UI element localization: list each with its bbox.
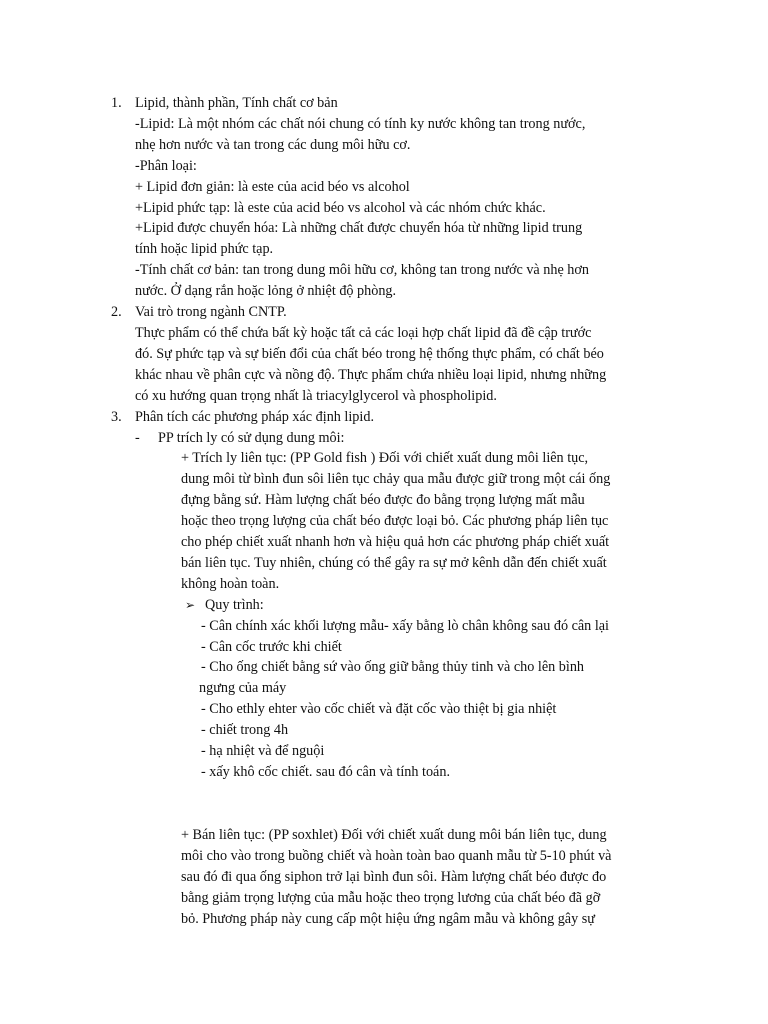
step-continuation: ngưng của máy (199, 680, 287, 697)
procedure-title: Quy trình: (205, 596, 264, 613)
procedure-steps (111, 616, 711, 783)
section-number: 2. (111, 304, 122, 321)
text-line: khác nhau về phân cực và nồng độ. Thực phẩm chứa nhiều loại lipid, nhưng những (135, 366, 607, 383)
text-line: bằng giảm trọng lượng của mẫu hoặc theo trọng lương của chất béo đã gỡ (181, 889, 601, 906)
text-line: môi cho vào trong buồng chiết và hoàn toàn bao quanh mẫu từ 5-10 phút và (181, 847, 612, 864)
section-3 (111, 407, 711, 428)
text-line: Thực phẩm có thể chứa bất kỳ hoặc tất cả các loại hợp chất lipid đã đề cập trước (135, 324, 592, 341)
section-body (135, 302, 711, 407)
text-line: không hoàn toàn. (181, 575, 280, 592)
section-title: Phân tích các phương pháp xác định lipid. (135, 408, 374, 425)
text-line: có xu hướng quan trọng nhất là triacylglycerol và phospholipid. (135, 387, 497, 404)
procedure (181, 595, 711, 616)
text-line: -Phân loại: (135, 157, 197, 174)
step: - hạ nhiệt và để nguội (201, 743, 325, 760)
text-line: cho phép chiết xuất nhanh hơn và hiệu quả hơn các phương pháp chiết xuất (181, 534, 610, 551)
dash-bullet: - (135, 429, 140, 446)
section-body (135, 93, 711, 302)
section-body (135, 407, 711, 428)
method-body (158, 428, 711, 449)
section-title: Vai trò trong ngành CNTP. (135, 304, 287, 321)
numbered-list (111, 93, 711, 929)
text-line: đựng bằng sứ. Hàm lượng chất béo được đo bằng trọng lượng mất mẫu (181, 492, 585, 509)
method-item (111, 428, 711, 449)
section-number: 3. (111, 408, 122, 425)
text-line: hoặc theo trọng lượng của chất béo được loại bỏ. Các phương pháp liên tục (181, 513, 609, 530)
continuous-extraction (181, 448, 711, 594)
text-line: sau đó đi qua ống siphon trở lại bình đun sôi. Hàm lượng chất béo được đo (181, 868, 607, 885)
step: - Cân chính xác khối lượng mẫu- xấy bằng lò chân không sau đó cân lại (201, 617, 610, 634)
text-line: đó. Sự phức tạp và sự biến đổi của chất béo trong hệ thống thực phẩm, có chất béo (135, 345, 604, 362)
step: - chiết trong 4h (201, 722, 289, 739)
text-line: +Lipid được chuyển hóa: Là những chất được chuyển hóa từ những lipid trung (135, 220, 583, 237)
text-line: +Lipid phức tạp: là este của acid béo vs alcohol và các nhóm chức khác. (135, 199, 546, 216)
semi-continuous-extraction (181, 825, 711, 930)
section-title: Lipid, thành phần, Tính chất cơ bản (135, 95, 338, 111)
text-line: + Bán liên tục: (PP soxhlet) Đối với chiết xuất dung môi bán liên tục, dung (181, 826, 607, 843)
text-line: nước. Ở dạng rắn hoặc lỏng ở nhiệt độ phòng. (135, 283, 397, 300)
arrow-bullet-icon: ➢ (185, 597, 196, 612)
text-line: bán liên tục. Tuy nhiên, chúng có thể gây ra sự mở kênh dẫn đến chiết xuất (181, 554, 607, 571)
section-1 (111, 93, 711, 302)
text-line: tính hoặc lipid phức tạp. (135, 241, 274, 258)
step: - Cho ethly ehter vào cốc chiết và đặt cốc vào thiệt bị gia nhiệt (201, 701, 557, 718)
text-line: bỏ. Phương pháp này cung cấp một hiệu ứng ngâm mẫu và không gây sự (181, 910, 595, 927)
blank-space (111, 783, 711, 825)
step: - Cho ống chiết bằng sứ vào ống giữ bằng thủy tinh và cho lên bình (201, 659, 585, 676)
text-line: -Lipid: Là một nhóm các chất nói chung có tính ky nước không tan trong nước, (135, 115, 586, 132)
text-line: -Tính chất cơ bản: tan trong dung môi hữu cơ, không tan trong nước và nhẹ hơn (135, 262, 589, 279)
section-number: 1. (111, 95, 122, 111)
text-line: + Lipid đơn giản: là este của acid béo vs alcohol (135, 178, 410, 195)
text-line: + Trích ly liên tục: (PP Gold fish ) Đối với chiết xuất dung môi liên tục, (181, 450, 589, 467)
section-2 (111, 302, 711, 407)
step: - Cân cốc trước khi chiết (201, 638, 342, 655)
text-line: dung môi từ bình đun sôi liên tục chảy qua mẫu được giữ trong một cái ống (181, 471, 611, 488)
text-line: nhẹ hơn nước và tan trong các dung môi hữu cơ. (135, 136, 411, 153)
method-title: PP trích ly có sử dụng dung môi: (158, 429, 345, 446)
step: - xấy khô cốc chiết. sau đó cân và tính toán. (201, 764, 450, 780)
